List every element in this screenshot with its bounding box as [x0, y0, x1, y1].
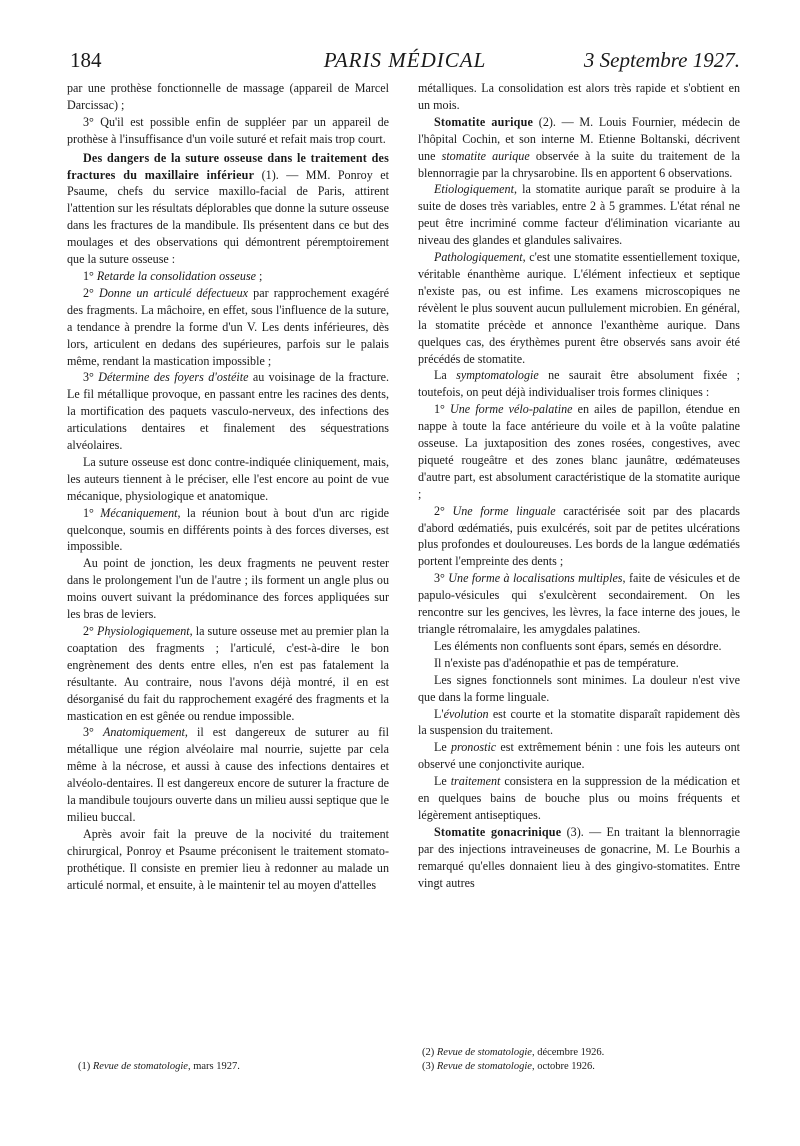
item-number: 1°	[83, 268, 97, 283]
list-item	[67, 623, 389, 724]
paragraph-text: (1). — MM. Ponroy et Psaume, chefs du service maxillo-facial de Paris, attirent l'attention sur les résultats déplorables que donne la suture osseuse dans les fractures de la mandibule. Ils présentent dans ce but des moulages et des observations qui démontrent péremptoirement que la suture osseuse :	[67, 167, 389, 267]
item-emphasis: Anatomiquement	[102, 725, 185, 740]
item-text: , la réunion bout à bout d'un arc rigide quelconque, soumis en différents points à des forces diverses, est impossible.	[67, 505, 389, 554]
list-item	[67, 505, 389, 556]
item-number: 2°	[83, 624, 97, 638]
item-number: 3°	[83, 370, 99, 385]
emphasis: Etiologiquement	[434, 182, 514, 197]
paragraph	[418, 367, 740, 401]
section-paragraph	[67, 150, 389, 268]
emphasis: Pathologiquement	[434, 250, 523, 265]
paragraph-text: Le	[434, 740, 451, 755]
item-text: , la suture osseuse met au premier plan la coaptation des fragments ; l'articulé, c'est-à-dire le bon engrènement des dents entre elles, n'en est pas fatalement la résultante. Au contraire, nous l'avons déjà montré, il en est désorganisé du fait du rapprochement exagéré des fragments et la mastication en est gênée ou rendue impossible.	[67, 624, 389, 723]
emphasis: stomatite aurique	[441, 148, 530, 163]
item-emphasis: Donne un articulé défectueux	[99, 285, 249, 300]
running-header	[70, 46, 740, 74]
item-emphasis: Retarde la consolidation osseuse	[96, 268, 257, 283]
footnote-source: Revue de stomatologie	[92, 1061, 188, 1072]
list-item	[67, 285, 389, 370]
paragraph-text: (2). — M. Louis Fournier, médecin de l'hôpital Cochin, et son interne M. Etienne Boltanski, décrivent une	[418, 114, 740, 163]
paragraph-text: Le	[434, 774, 451, 789]
item-emphasis: Physiologiquement	[96, 624, 190, 638]
item-text: , faite de vésicules et de papulo-vésicules qui s'exulcèrent secondairement. On les rencontre sur les gencives, les lèvres, la face interne des joues, le triangle rétromalaire, les amygdales palatines.	[418, 571, 740, 636]
list-item	[418, 503, 740, 571]
item-text: au voisinage de la fracture. Le fil métallique provoque, en passant entre les racines des dents, la mortification des paquets vasculo-nerveux, des infections des articulations dentaires et finalement des séquestrations alvéolaires.	[67, 370, 389, 453]
paragraph-text: observée à la suite du traitement de la blennorragie par la chrysarobine. Ils en apportent 6 observations.	[418, 148, 740, 180]
paragraph: 3° Qu'il est possible enfin de suppléer par un appareil de prothèse à l'insuffisance d'un voile suturé et refait mais trop court.	[67, 114, 389, 146]
section-title: Stomatite aurique	[434, 114, 534, 129]
section-paragraph	[418, 824, 740, 892]
list-item	[67, 724, 389, 825]
footnote-source: Revue de stomatologie	[436, 1047, 532, 1058]
item-text: ;	[256, 268, 263, 283]
list-item	[67, 369, 389, 454]
emphasis: traitement	[450, 774, 501, 789]
emphasis: pronostic	[450, 740, 497, 755]
paragraph: La suture osseuse est donc contre-indiquée cliniquement, mais, les auteurs tiennent à le préciser, elle l'est encore au point de vue mécanique, physiologique et anatomique.	[67, 454, 389, 503]
paragraph: Après avoir fait la preuve de la nocivité du traitement chirurgical, Ponroy et Psaume préconisent le traitement stomato-prothétique. Il consiste en premier lieu à redonner au malade un articulé normal, et ensuite, à le maintenir tel au moyen d'attelles	[67, 826, 389, 892]
paragraph-text: , c'est une stomatite essentiellement toxique, véritable énanthème aurique. L'élément infectieux et septique n'existe pas, ou est infime. Les examens microscopiques ne révèlent le plus souvent aucun pullulement microbien. En général, la stomatite précède et annonce l'exanthème aurique. Dans quelques cas, des érythèmes purent être observés sans avoir été précédés de stomatite.	[418, 250, 740, 366]
section-paragraph	[418, 114, 740, 182]
footnote-date: , octobre 1926.	[531, 1061, 595, 1072]
footnote-source: Revue de stomatologie	[436, 1061, 532, 1072]
paragraph: Il n'existe pas d'adénopathie et pas de température.	[434, 655, 679, 670]
paragraph	[418, 181, 740, 249]
emphasis: symptomatologie	[456, 368, 539, 383]
footnote	[422, 1046, 732, 1060]
item-number: 2°	[83, 285, 100, 300]
item-number: 2°	[434, 503, 453, 518]
emphasis: évolution	[443, 706, 489, 721]
item-number: 1°	[83, 505, 101, 520]
footnote	[422, 1060, 732, 1074]
list-item	[418, 401, 740, 502]
paragraph-text: ne saurait être absolument fixée ; toutefois, on peut déjà individualiser trois formes cliniques :	[418, 368, 741, 400]
item-emphasis: Une forme à localisations multiples	[448, 571, 623, 586]
item-number: 1°	[434, 402, 451, 417]
paragraph: Les signes fonctionnels sont minimes. La douleur n'est vive que dans la forme linguale.	[418, 672, 740, 704]
paragraph-text: L'	[434, 706, 444, 721]
item-text: en ailes de papillon, étendue en nappe à toute la face antérieure du voile et à la voûte palatine osseuse. La juxtaposition des zones rosées, congestives, avec piqueté rougeâtre et des zones blanc jaunâtre, œdémateuses d'autre part, est absolument caractéristique de la stomatite aurique ;	[418, 402, 740, 501]
footnote-number: (2)	[422, 1047, 437, 1058]
footnote-number: (1)	[78, 1061, 93, 1072]
item-emphasis: Détermine des foyers d'ostéite	[98, 370, 249, 385]
paragraph	[418, 249, 740, 367]
paragraph-text: La	[434, 368, 457, 383]
list-item	[67, 268, 389, 285]
item-text: par rapprochement exagéré des fragments. La mâchoire, en effet, sous l'influence de la suture, a tendance à prendre la forme d'un V. Les dents inférieures, dès lors, articulent en dedans des supérieures, parfois sur le palais même, rendant la mastication impossible ;	[67, 285, 389, 368]
paragraph-text: est courte et la stomatite disparaît rapidement dès la suspension du traitement.	[418, 706, 740, 738]
paragraph	[418, 706, 740, 740]
item-emphasis: Une forme vélo-palatine	[450, 402, 573, 417]
footnotes-left	[78, 1060, 378, 1074]
footnote-number: (3)	[422, 1061, 437, 1072]
paragraph	[418, 739, 740, 773]
paragraph: métalliques. La consolidation est alors très rapide et s'obtient en un mois.	[418, 81, 740, 112]
journal-title: PARIS MÉDICAL	[323, 48, 487, 72]
paragraph-text: consistera en la suppression de la médication et en quelques bains de bouche plus ou moins fréquents et légèrement antiseptiques.	[418, 774, 740, 822]
item-number: 3°	[434, 571, 449, 586]
paragraph-text: , la stomatite aurique paraît se produire à la suite de doses très variables, entre 2 à 5 grammes. L'état rénal ne peut être incriminé comme facteur d'élimination vicariante au niveau des glandes et glandules salivaires.	[418, 182, 740, 248]
paragraph: Les éléments non confluents sont épars, semés en désordre.	[434, 638, 722, 653]
paragraph-text: est extrêmement bénin : une fois les auteurs ont observé une conjonctivite aurique.	[418, 740, 740, 772]
paragraph: par une prothèse fonctionnelle de massage (appareil de Marcel Darcissac) ;	[67, 81, 389, 112]
list-item	[418, 570, 740, 638]
footnote-date: , décembre 1926.	[531, 1047, 605, 1058]
item-number: 3°	[83, 725, 103, 740]
section-title: Stomatite gonacrinique	[434, 824, 562, 839]
footnote	[78, 1060, 378, 1074]
footnote-date: , mars 1927.	[187, 1061, 240, 1072]
left-column	[67, 80, 389, 894]
paragraph	[418, 773, 740, 824]
footnotes-right	[422, 1046, 732, 1074]
paragraph: Au point de jonction, les deux fragments ne peuvent rester dans le prolongement l'un de l'autre ; ils forment un angle plus ou moins ouvert suivant la prédominance des forces appliquées sur les bras de leviers.	[67, 556, 389, 622]
right-column	[418, 80, 740, 892]
issue-date: 3 Septembre 1927.	[583, 48, 740, 72]
item-text: , il est dangereux de suturer au fil métallique une région alvéolaire mal nourrie, sujette par cela même à la nécrose, et aussi à cause des infections dentaires et alvéolo-dentaires. Il est dangereux encore de suturer la fracture de la mandibule toujours ouverte dans un milieu aussi septique que le milieu buccal.	[67, 725, 389, 824]
section-title: Des dangers de la suture osseuse dans le traitement des fractures du maxillaire inférieur	[67, 150, 389, 182]
page-number: 184	[70, 48, 102, 72]
paragraph-text: (3). — En traitant la blennorragie par des injections intraveineuses de gonacrine, M. Le Bourhis a remarqué qu'elles donnaient lieu à des gingivo-stomatites. Entre vingt autres	[418, 824, 740, 890]
item-text: caractérisée soit par des placards d'abord œdématiés, puis exulcérés, soit par de petites ulcérations plus profondes et douloureuses. Les bords de la langue œdématiés portent l'empreinte des dents ;	[418, 503, 741, 569]
item-emphasis: Une forme linguale	[452, 503, 556, 518]
item-emphasis: Mécaniquement	[100, 505, 178, 520]
